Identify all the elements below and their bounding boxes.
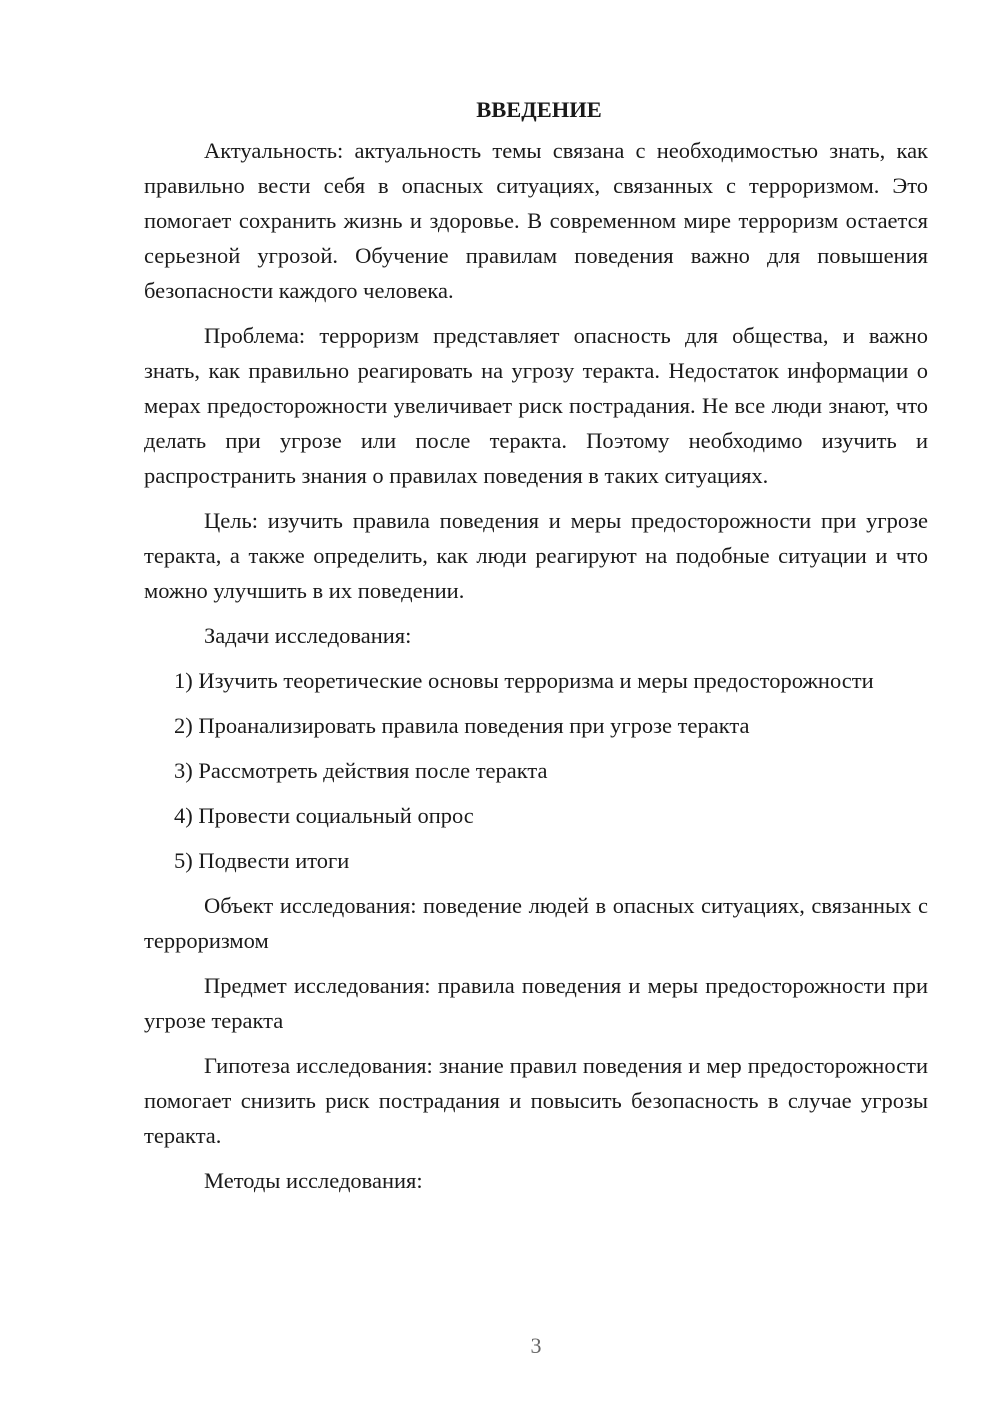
task-item: 3) Рассмотреть действия после теракта xyxy=(174,758,548,783)
tasks-heading: Задачи исследования: xyxy=(204,623,412,648)
paragraph-problem: Проблема: терроризм представляет опасность для общества, и важно знать, как правильно реагировать на угрозу теракта. Недостаток информации о мерах предосторожности увеличивает риск пострадания. Не все люди знают, что делать при угрозе или после теракта. Поэтому необходимо изучить и распространить знания о правилах поведения в таких ситуациях. xyxy=(144,323,928,488)
document-page xyxy=(144,95,928,1208)
page-number: 3 xyxy=(530,1333,542,1358)
task-item: 4) Провести социальный опрос xyxy=(174,803,474,828)
section-title: ВВЕДЕНИЕ xyxy=(476,97,602,122)
task-item: 5) Подвести итоги xyxy=(174,848,350,873)
paragraph-object: Объект исследования: поведение людей в опасных ситуациях, связанных с терроризмом xyxy=(144,893,928,953)
tasks-list xyxy=(144,663,928,878)
paragraph-hypothesis: Гипотеза исследования: знание правил поведения и мер предосторожности помогает снизить риск пострадания и повысить безопасность в случае угрозы теракта. xyxy=(144,1053,928,1148)
paragraph-subject: Предмет исследования: правила поведения и меры предосторожности при угрозе теракта xyxy=(144,973,928,1033)
paragraph-goal: Цель: изучить правила поведения и меры предосторожности при угрозе теракта, а также определить, как люди реагируют на подобные ситуации и что можно улучшить в их поведении. xyxy=(144,508,928,603)
paragraph-relevance: Актуальность: актуальность темы связана с необходимостью знать, как правильно вести себя в опасных ситуациях, связанных с терроризмом. Это помогает сохранить жизнь и здоровье. В современном мире терроризм остается серьезной угрозой. Обучение правилам поведения важно для повышения безопасности каждого человека. xyxy=(144,138,928,303)
task-item: 2) Проанализировать правила поведения при угрозе теракта xyxy=(174,713,750,738)
task-item: 1) Изучить теоретические основы терроризма и меры предосторожности xyxy=(174,668,874,693)
methods-heading: Методы исследования: xyxy=(204,1168,423,1193)
